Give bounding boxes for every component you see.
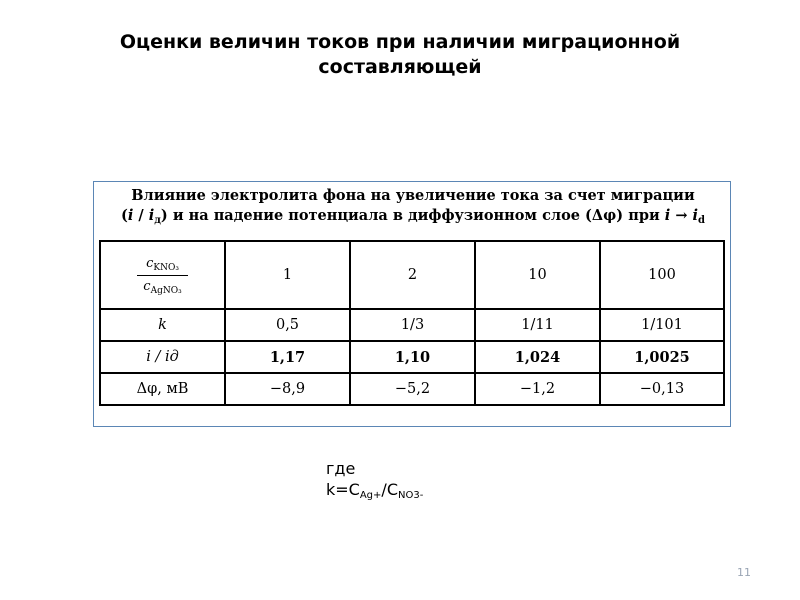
table-cell: 1/11 — [475, 309, 600, 341]
note-formula: $k=C_{Ag+}/C_{NO3-}$ — [326, 480, 424, 501]
page-number: 11 — [737, 566, 751, 579]
table-cell: −1,2 — [475, 373, 600, 405]
concentration-ratio: $\frac{c_{KNO_3}}{c_{AgNO_3}}$ — [137, 256, 187, 295]
note-text — [326, 458, 423, 500]
header-col-4: 100 — [600, 241, 724, 309]
table-cell: −0,13 — [600, 373, 724, 405]
data-table — [99, 240, 725, 406]
row-label: Δφ, мВ — [100, 373, 225, 405]
header-col-1: 1 — [225, 241, 350, 309]
table-cell: 1,024 — [475, 341, 600, 373]
table-cell: 1,10 — [350, 341, 475, 373]
table-header-row — [100, 241, 724, 309]
row-label: k — [100, 309, 225, 341]
header-col-3: 10 — [475, 241, 600, 309]
table-row-current-ratio — [100, 341, 724, 373]
table-cell: 1/101 — [600, 309, 724, 341]
table-row-potential-drop — [100, 373, 724, 405]
table-cell: 1,0025 — [600, 341, 724, 373]
row-label: i / iд — [100, 341, 225, 373]
slide-title: Оценки величин токов при наличии миграционной составляющей — [119, 31, 681, 78]
table-image-frame — [93, 181, 731, 427]
note-line-1: где — [326, 459, 356, 478]
table-cell: −5,2 — [350, 373, 475, 405]
table-cell: 0,5 — [225, 309, 350, 341]
table-row-k — [100, 309, 724, 341]
table-caption — [94, 186, 732, 226]
table-cell: 1/3 — [350, 309, 475, 341]
header-col-2: 2 — [350, 241, 475, 309]
caption-line-2: $(i / i_д)$ и на падение потенциала в диффузионном слое (Δφ) при $i \to i_d$ — [120, 207, 706, 226]
table-cell: −8,9 — [225, 373, 350, 405]
header-ratio-cell — [100, 241, 225, 309]
table-cell: 1,17 — [225, 341, 350, 373]
caption-line-1: Влияние электролита фона на увеличение тока за счет миграции — [131, 187, 695, 204]
